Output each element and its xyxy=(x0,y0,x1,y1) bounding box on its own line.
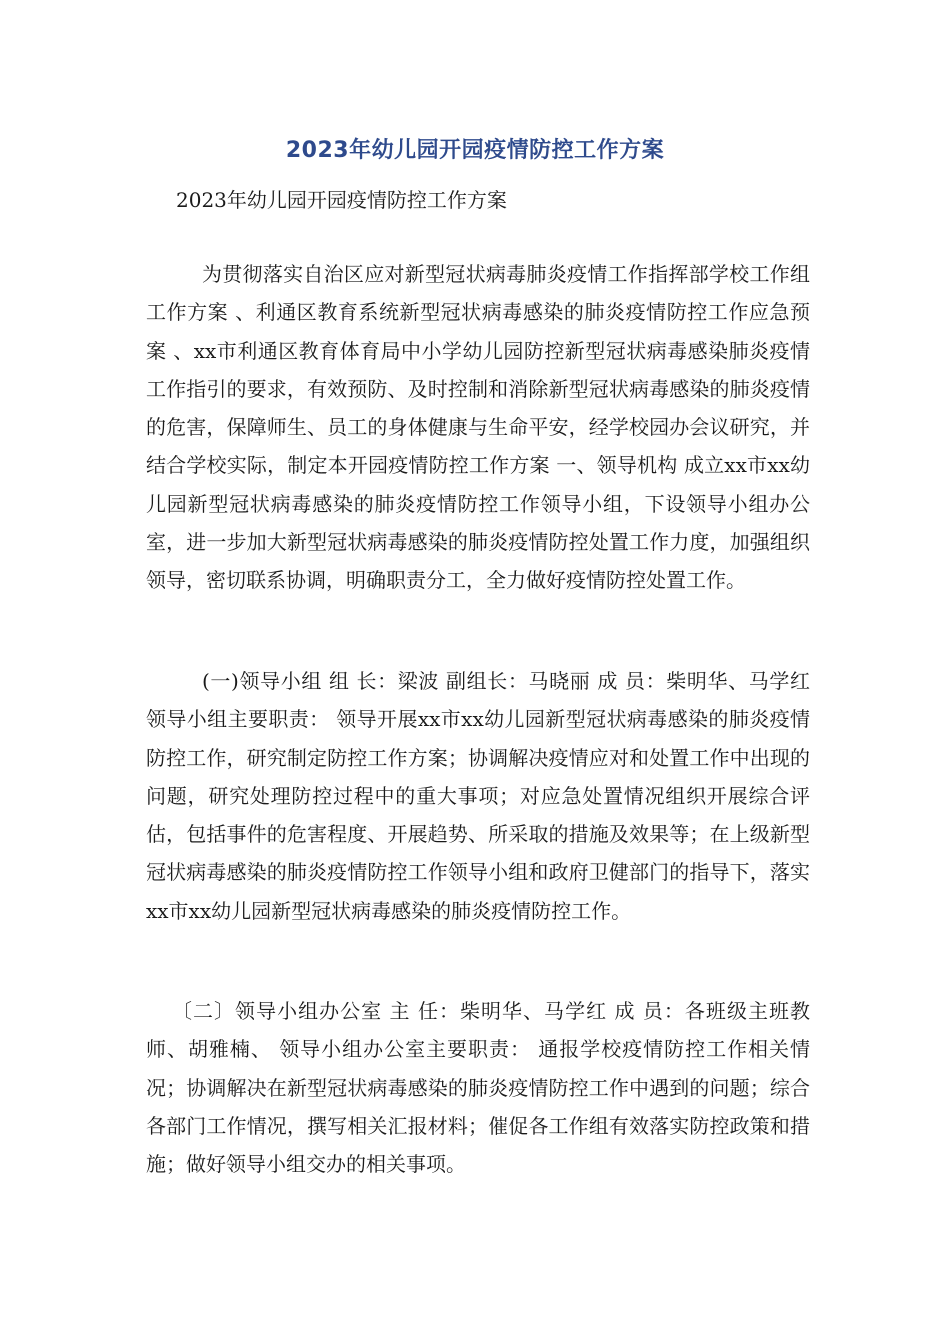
paragraph-leading-group: (一)领导小组 组 长：梁波 副组长：马晓丽 成 员：柴明华、马学红 领导小组主要职责： 领导开展xx市xx幼儿园新型冠状病毒感染的肺炎疫情防控工作，研究制定防控工作方案；协调解决疫情应对和处置工作中出现的问题，研究处理防控过程中的重大事项；对应急处置情况组织开展综合评估，包括事件的危害程度、开展趋势、所采取的措施及效果等；在上级新型冠状病毒感染的肺炎疫情防控工作领导小组和政府卫健部门的指导下，落实xx市xx幼儿园新型冠状病毒感染的肺炎疫情防控工作。 xyxy=(146,669,810,923)
paragraph-intro: 为贯彻落实自治区应对新型冠状病毒肺炎疫情工作指挥部学校工作组工作方案 、利通区教育系统新型冠状病毒感染的肺炎疫情防控工作应急预案 、xx市利通区教育体育局中小学幼儿园防控新型冠状病毒感染肺炎疫情工作指引的要求，有效预防、及时控制和消除新型冠状病毒感染的肺炎疫情的危害，保障师生、员工的身体健康与生命平安，经学校园办会议研究，并结合学校实际，制定本开园疫情防控工作方案 一、领导机构 成立xx市xx幼儿园新型冠状病毒感染的肺炎疫情防控工作领导小组，下设领导小组办公室，进一步加大新型冠状病毒感染的肺炎疫情防控处置工作力度，加强组织领导，密切联系协调，明确职责分工，全力做好疫情防控处置工作。 xyxy=(146,262,810,593)
paragraph-group-office: 〔二〕领导小组办公室 主 任：柴明华、马学红 成 员：各班级主班教师、胡雅楠、 领导小组办公室主要职责： 通报学校疫情防控工作相关情况；协调解决在新型冠状病毒感染的肺炎疫情防控工作中遇到的问题；综合各部门工作情况，撰写相关汇报材料；催促各工作组有效落实防控政策和措施；做好领导小组交办的相关事项。 xyxy=(146,999,810,1177)
document-title: 2023年幼儿园开园疫情防控工作方案 xyxy=(285,138,665,163)
document-subtitle: 2023年幼儿园开园疫情防控工作方案 xyxy=(176,188,507,212)
